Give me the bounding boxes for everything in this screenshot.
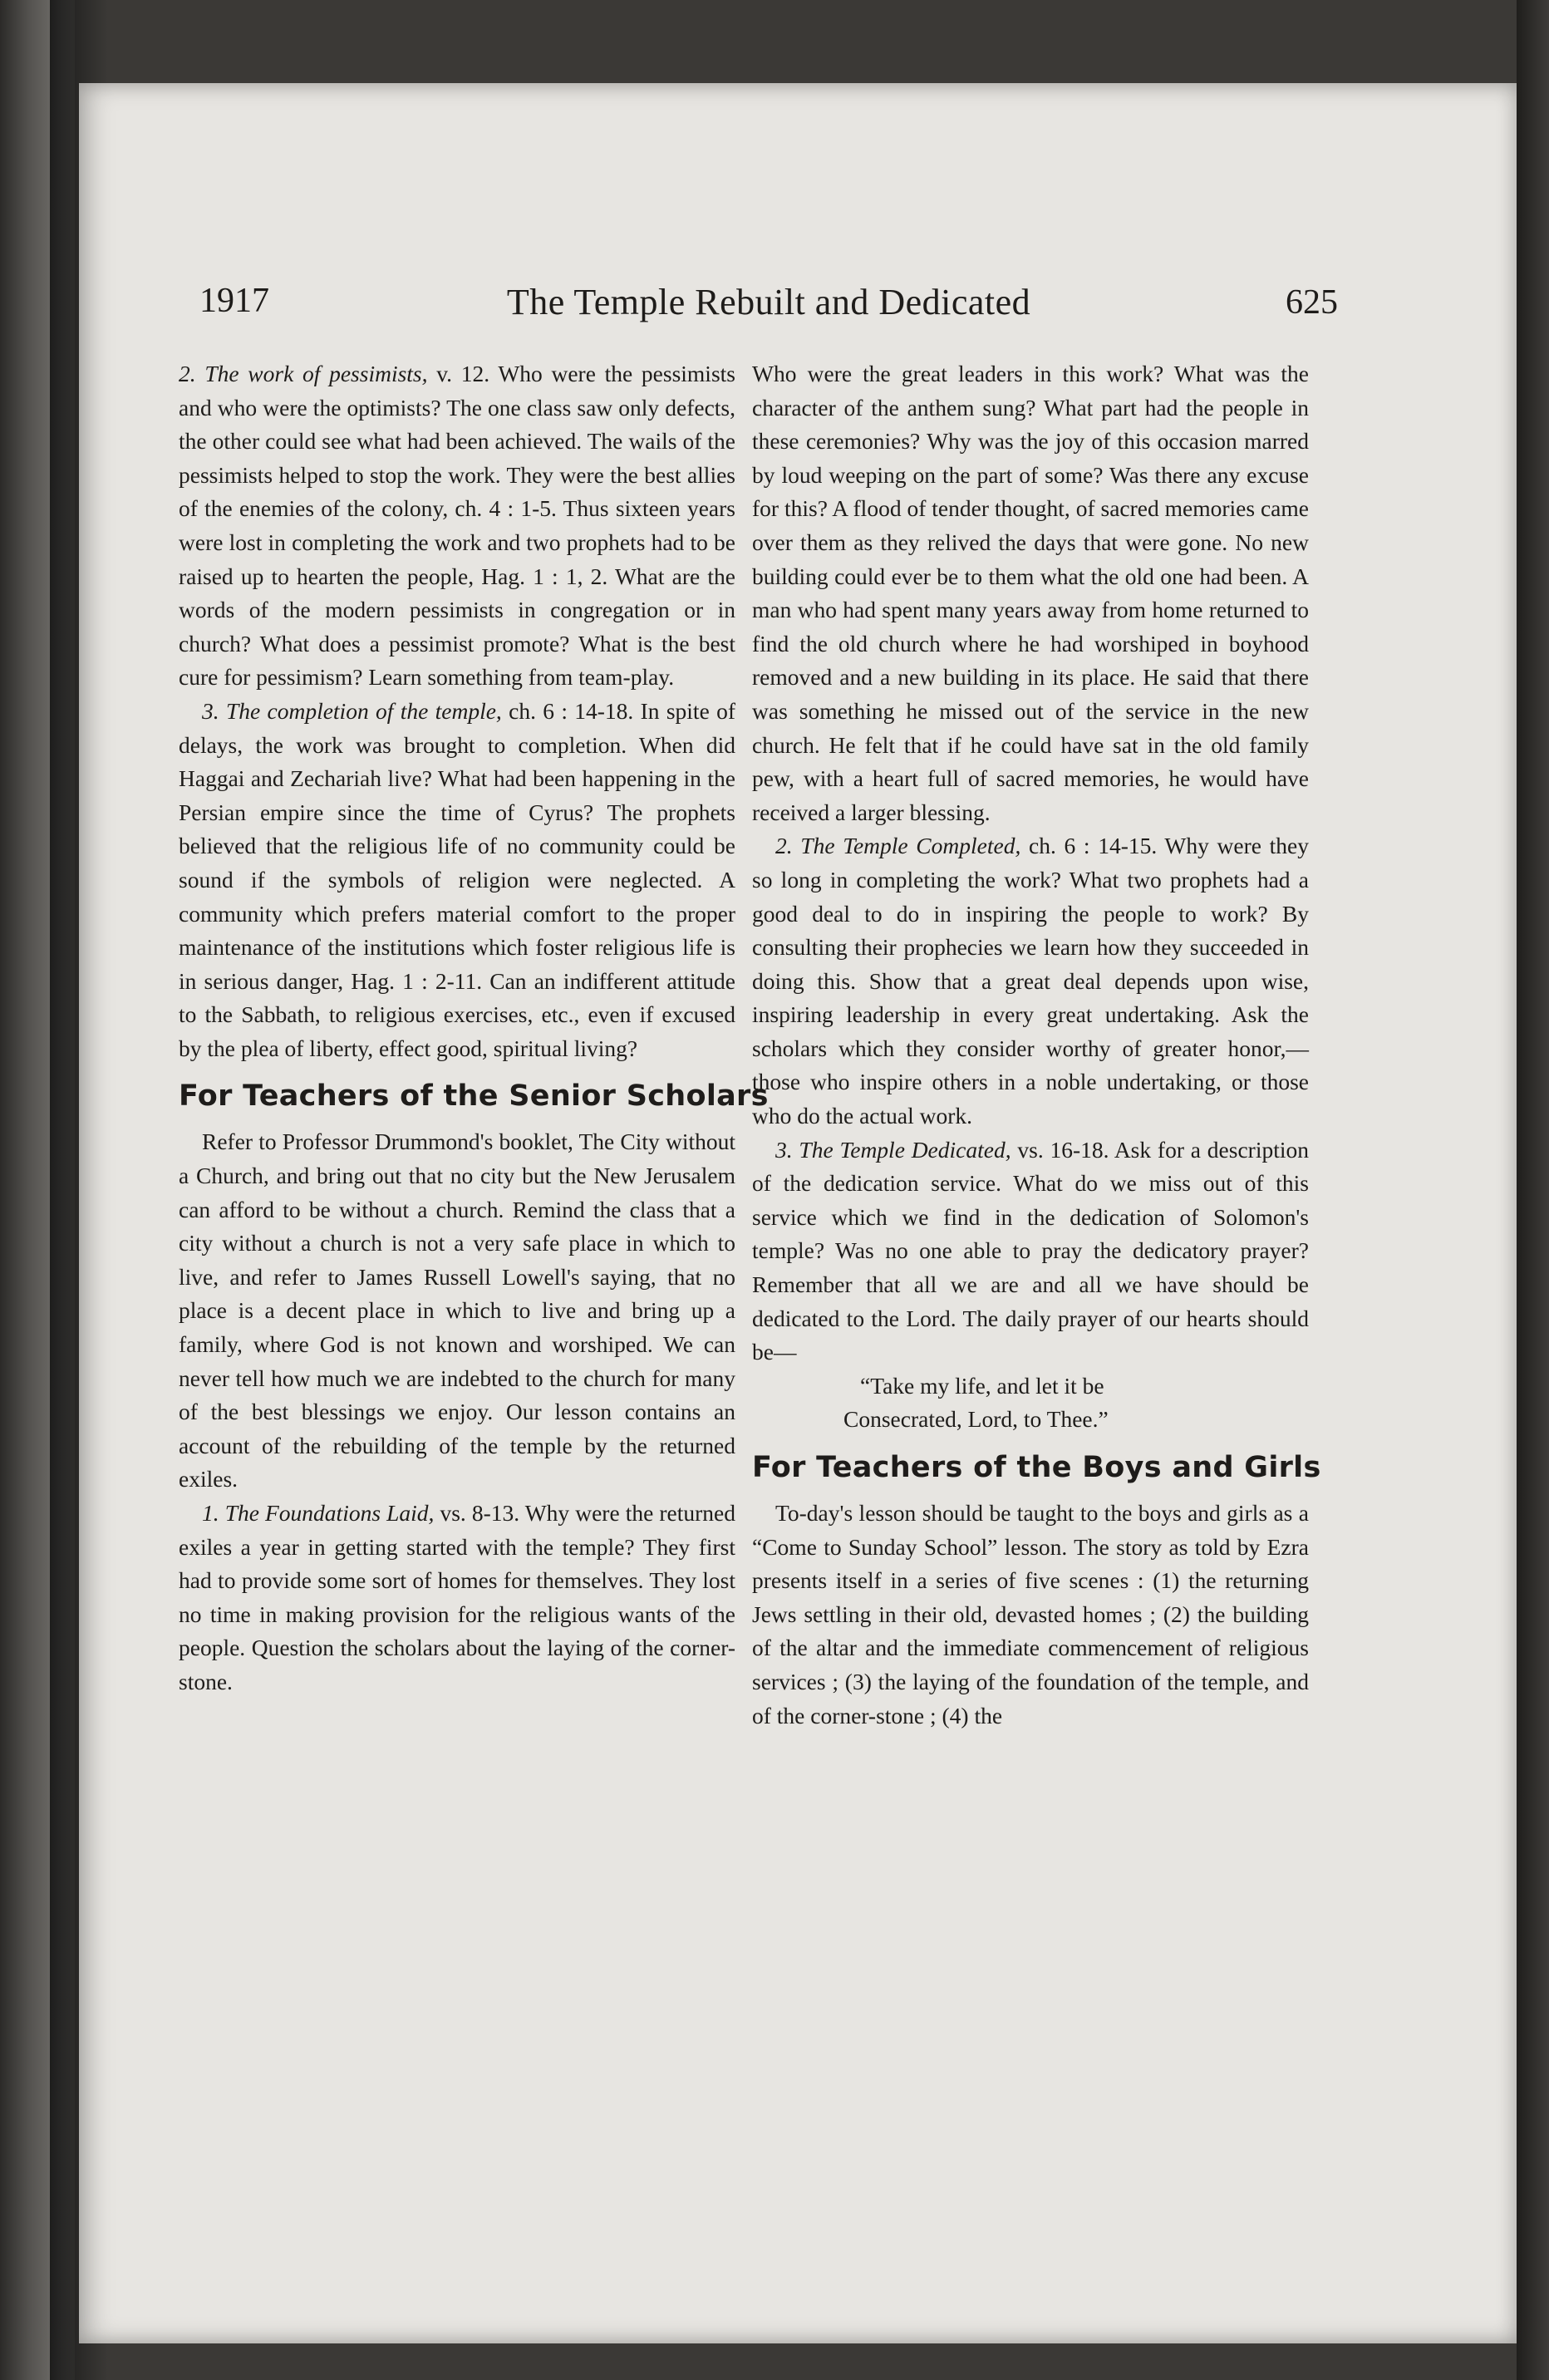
paragraph-heading: 3. The Temple Dedicated, [775,1136,1011,1163]
paragraph-boys-girls-intro [752,1497,1309,1733]
left-column [179,357,769,1699]
paragraph-text: Who were the great leaders in this work? What was the character of the anthem sung? What part had the people in these ceremonies? Why was the joy of this occasion marred by loud weeping on the part of some? Was there any excuse for this? A flood of tender thought, of sacred memories came over them as they relived the days that were gone. No new building could ever be to them what the old one had been. A man who had spent many years away from home returned to find the old church where he had worshiped in boyhood removed and a new building in its place. He said that there was something he missed out of the service in the new church. He felt that if he could have sat in the old family pew, with a heart full of sacred memories, he would have received a larger blessing. [752,361,1309,825]
paragraph-heading: 2. The work of pessimists, [179,361,428,386]
paragraph-text: vs. 16-18. Ask for a description of the dedication service. What do we miss out of this service which we find in the dedication of Solomon's temple? Was no one able to pray the dedicatory prayer? Remember that all we are and all we have should be dedicated to the Lord. The daily prayer of our hearts should be— [752,1136,1309,1365]
paragraph-foundations-laid [179,1497,735,1699]
paragraph-text: v. 12. Who were the pessimists and who were the optimists? The one class saw only defects, the other could see what had been achieved. The wails of the pessimists helped to stop the work. They were the best allies of the enemies of the colony, ch. 4 : 1-5. Thus sixteen years were lost in completing the work and two prophets had to be raised up to hearten the people, Hag. 1 : 1, 2. What are the words of the modern pessimists in congregation or in church? What does a pessimist promote? What is the best cure for pessimism? Learn something from team-play. [179,361,735,691]
section-heading-senior-scholars: For Teachers of the Senior Scholars [179,1079,769,1114]
paragraph-heading: 2. The Temple Completed, [775,833,1021,859]
section-heading-boys-and-girls: For Teachers of the Boys and Girls [752,1451,1321,1484]
paragraph-temple-dedicated [752,1133,1309,1369]
hymn-line: “Take my life, and let it be [860,1372,1104,1399]
right-column [752,357,1321,1733]
paragraph-leaders-continued [752,357,1309,829]
paragraph-completion-of-temple [179,695,735,1066]
hymn-line: Consecrated, Lord, to Thee.” [843,1406,1109,1433]
scan-right-margin [1517,0,1549,2380]
paragraph-text: ch. 6 : 14-15. Why were they so long in completing the work? What two prophets had a good deal to do in inspiring the people to work? By consulting their prophecies we learn how they succeeded in doing this. Show that a great deal depends upon wise, inspiring leadership in every great undertaking. Ask the scholars which they consider worthy of greater honor,—those who inspire others in a noble undertaking, or those who do the actual work. [752,833,1309,1129]
running-header [199,281,1338,331]
paragraph-text: ch. 6 : 14-18. In spite of delays, the work was brought to completion. When did Haggai and Zechariah live? What had been happening in the Persian empire since the time of Cyrus? The prophets believed that the religious life of no community could be sound if the symbols of religion were neglected. A community which prefers material comfort to the proper maintenance of the institutions which foster religious life is in serious danger, Hag. 1 : 2-11. Can an indifferent attitude to the Sabbath, to religious exercises, etc., even if excused by the plea of liberty, effect good, spiritual living? [179,697,735,1061]
hymn-quote [752,1369,1309,1437]
header-title: The Temple Rebuilt and Dedicated [506,282,1031,322]
paragraph-text: To-day's lesson should be taught to the boys and girls as a “Come to Sunday School” lesson. The story as told by Ezra presents itself in a series of five scenes : (1) the returning Jews settling in their old, devasted homes ; (2) the building of the altar and the immediate commencement of religious services ; (3) the laying of the foundation of the temple, and of the corner-stone ; (4) the [752,1500,1309,1728]
paragraph-heading: 1. The Foundations Laid, [202,1500,435,1526]
paragraph-work-of-pessimists [179,357,735,695]
header-year: 1917 [199,282,269,320]
paragraph-text: vs. 8-13. Why were the returned exiles a year in getting started with the temple? They first had to provide some sort of homes for themselves. They lost no time in making provision for the religious wants of the people. Question the scholars about the laying of the corner-stone. [179,1500,735,1694]
page-number: 625 [1286,283,1338,322]
paragraph-senior-intro [179,1125,735,1497]
paragraph-temple-completed [752,829,1309,1133]
paragraph-text: Refer to Professor Drummond's booklet, The City without a Church, and bring out that no city but the New Jerusalem can afford to be without a church. Remind the class that a city without a church is not a very safe place in which to live, and refer to James Russell Lowell's saying, that no place is a decent place in which to live and bring up a family, where God is not known and worshiped. We can never tell how much we are indebted to the church for many of the best blessings we enjoy. Our lesson contains an account of the rebuilding of the temple by the returned exiles. [179,1129,735,1492]
paragraph-heading: 3. The completion of the temple, [202,697,502,724]
